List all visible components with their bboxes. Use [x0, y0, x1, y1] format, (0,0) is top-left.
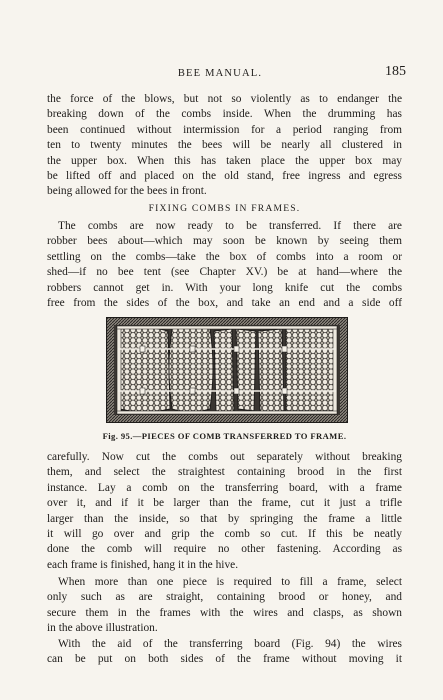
text-line: ten to twenty minutes the bees will be nearly all clustered in: [47, 139, 402, 152]
comb-frame-illustration: [106, 317, 348, 423]
text-line: breaking down of the combs inside. When the drumming has: [47, 108, 402, 121]
text-line: done the comb will require no other fastening. According as: [47, 543, 402, 556]
paragraph-5: [47, 637, 402, 668]
text-line: them, and select the straightest containing brood in the first: [47, 466, 402, 479]
text-line: larger than the inside, so that by springing the frame a little: [47, 512, 402, 525]
text-line: only such as are straight, containing brood or honey, and: [47, 591, 402, 604]
text-line: shed—if no bee tent (see Chapter XV.) be at hand—where the: [47, 266, 402, 279]
page-number: 185: [385, 64, 406, 79]
text-line: free from the sides of the box, and take an end and a side off: [47, 296, 402, 309]
text-line: When more than one piece is required to fill a frame, select: [58, 576, 402, 588]
text-line: can be put on both sides of the frame without moving it: [47, 653, 402, 666]
text-line: be lifted off and placed on the old stand, free ingress and egress: [47, 169, 402, 182]
figure-caption: Fig. 95.—PIECES OF COMB TRANSFERRED TO FRAME.: [102, 431, 347, 441]
text-line: instance. Lay a comb on the transferring board, with a frame: [47, 481, 402, 494]
running-title: BEE MANUAL.: [177, 68, 263, 79]
paragraph-2: [47, 219, 402, 311]
text-line: The combs are now ready to be transferred. If there are: [58, 220, 402, 232]
text-line: robbers cannot get in. With your long knife cut the combs: [47, 281, 402, 294]
text-line: settling on the combs—take the box of combs into a room or: [47, 250, 402, 263]
text-line: the force of the blows, but not so violently as to endanger the: [47, 93, 402, 105]
text-line: each frame is finished, hang it in the hive.: [47, 558, 239, 571]
text-line: being allowed for the bees in front.: [47, 185, 207, 198]
paragraph-1: [47, 92, 402, 200]
text-line: robber bees about—which may soon be known by seeing them: [47, 235, 402, 248]
text-line: in the above illustration.: [47, 622, 158, 635]
text-line: secure them in the frames with the wires and clasps, as shown: [47, 606, 402, 619]
paragraph-4: [47, 575, 402, 637]
text-line: carefully. Now cut the combs out separately without breaking: [47, 451, 402, 463]
text-line: the upper box. When this has taken place the upper box may: [47, 154, 402, 167]
text-line: With the aid of the transferring board (Fig. 94) the wires: [58, 638, 402, 650]
paragraph-3: [47, 450, 402, 573]
text-line: been continued without intermission for a period ranging from: [47, 123, 402, 136]
text-line: over it, and if it be larger than the frame, cut it just a trifle: [47, 497, 402, 510]
section-heading: FIXING COMBS IN FRAMES.: [148, 203, 301, 214]
text-line: it will go over and grip the comb so cut. If this be neatly: [47, 527, 402, 540]
